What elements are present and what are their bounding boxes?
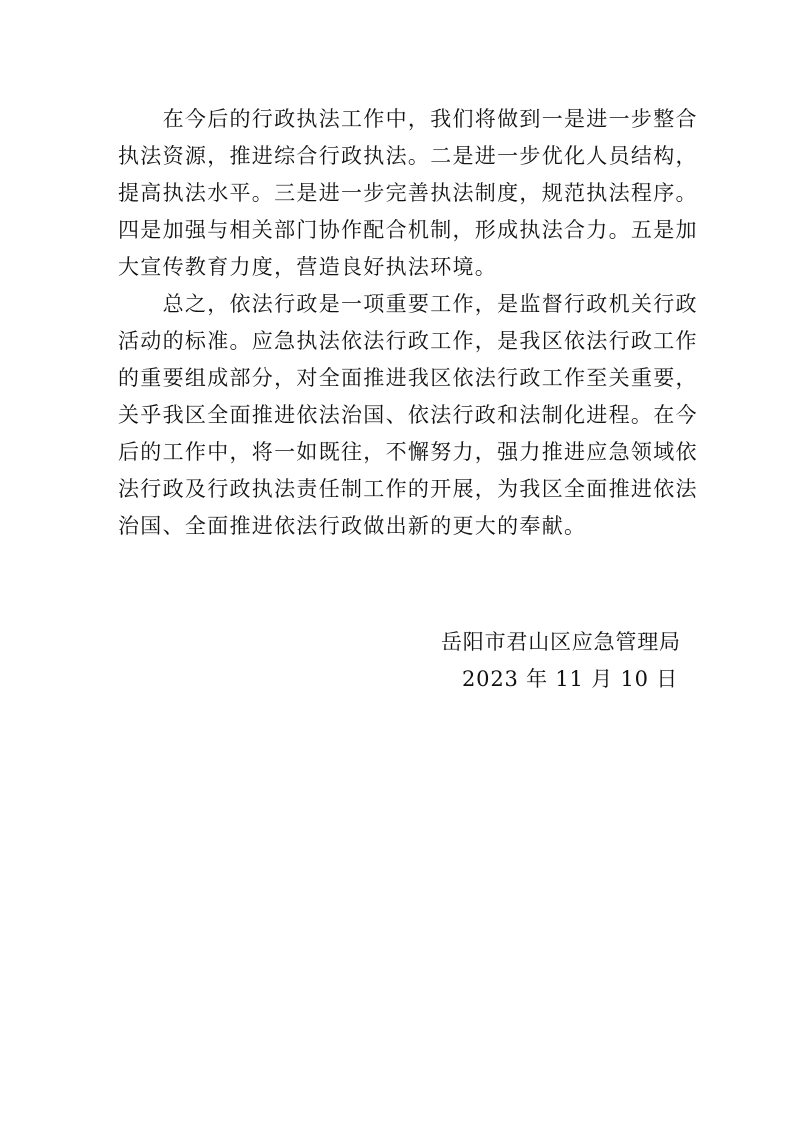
- paragraph-2-line-7: 治国、全面推进依法行政做出新的更大的奉献。: [118, 514, 587, 538]
- paragraph-1-line-4: 四是加强与相关部门协作配合机制，形成执法合力。五是加: [118, 218, 698, 242]
- paragraph-1-line-3: 提高执法水平。三是进一步完善执法制度，规范执法程序。: [118, 181, 698, 205]
- paragraph-2-line-2: 活动的标准。应急执法依法行政工作，是我区依法行政工作: [118, 329, 698, 353]
- signature-date: 2023 年 11 月 10 日: [462, 667, 679, 691]
- paragraph-2-line-1: 总之，依法行政是一项重要工作，是监督行政机关行政: [118, 292, 698, 316]
- paragraph-1-line-2: 执法资源，推进综合行政执法。二是进一步优化人员结构，: [118, 144, 698, 168]
- paragraph-1-line-5: 大宣传教育力度，营造良好执法环境。: [118, 255, 498, 279]
- paragraph-2-line-4: 关乎我区全面推进依法治国、依法行政和法制化进程。在今: [118, 403, 698, 427]
- paragraph-2-line-5: 后的工作中，将一如既往，不懈努力，强力推进应急领域依: [118, 440, 698, 464]
- paragraph-1-line-1: 在今后的行政执法工作中，我们将做到一是进一步整合: [118, 107, 698, 131]
- paragraph-2-line-3: 的重要组成部分，对全面推进我区依法行政工作至关重要，: [118, 366, 698, 390]
- signature-organization: 岳阳市君山区应急管理局: [441, 630, 681, 654]
- paragraph-2-line-6: 法行政及行政执法责任制工作的开展，为我区全面推进依法: [118, 477, 698, 501]
